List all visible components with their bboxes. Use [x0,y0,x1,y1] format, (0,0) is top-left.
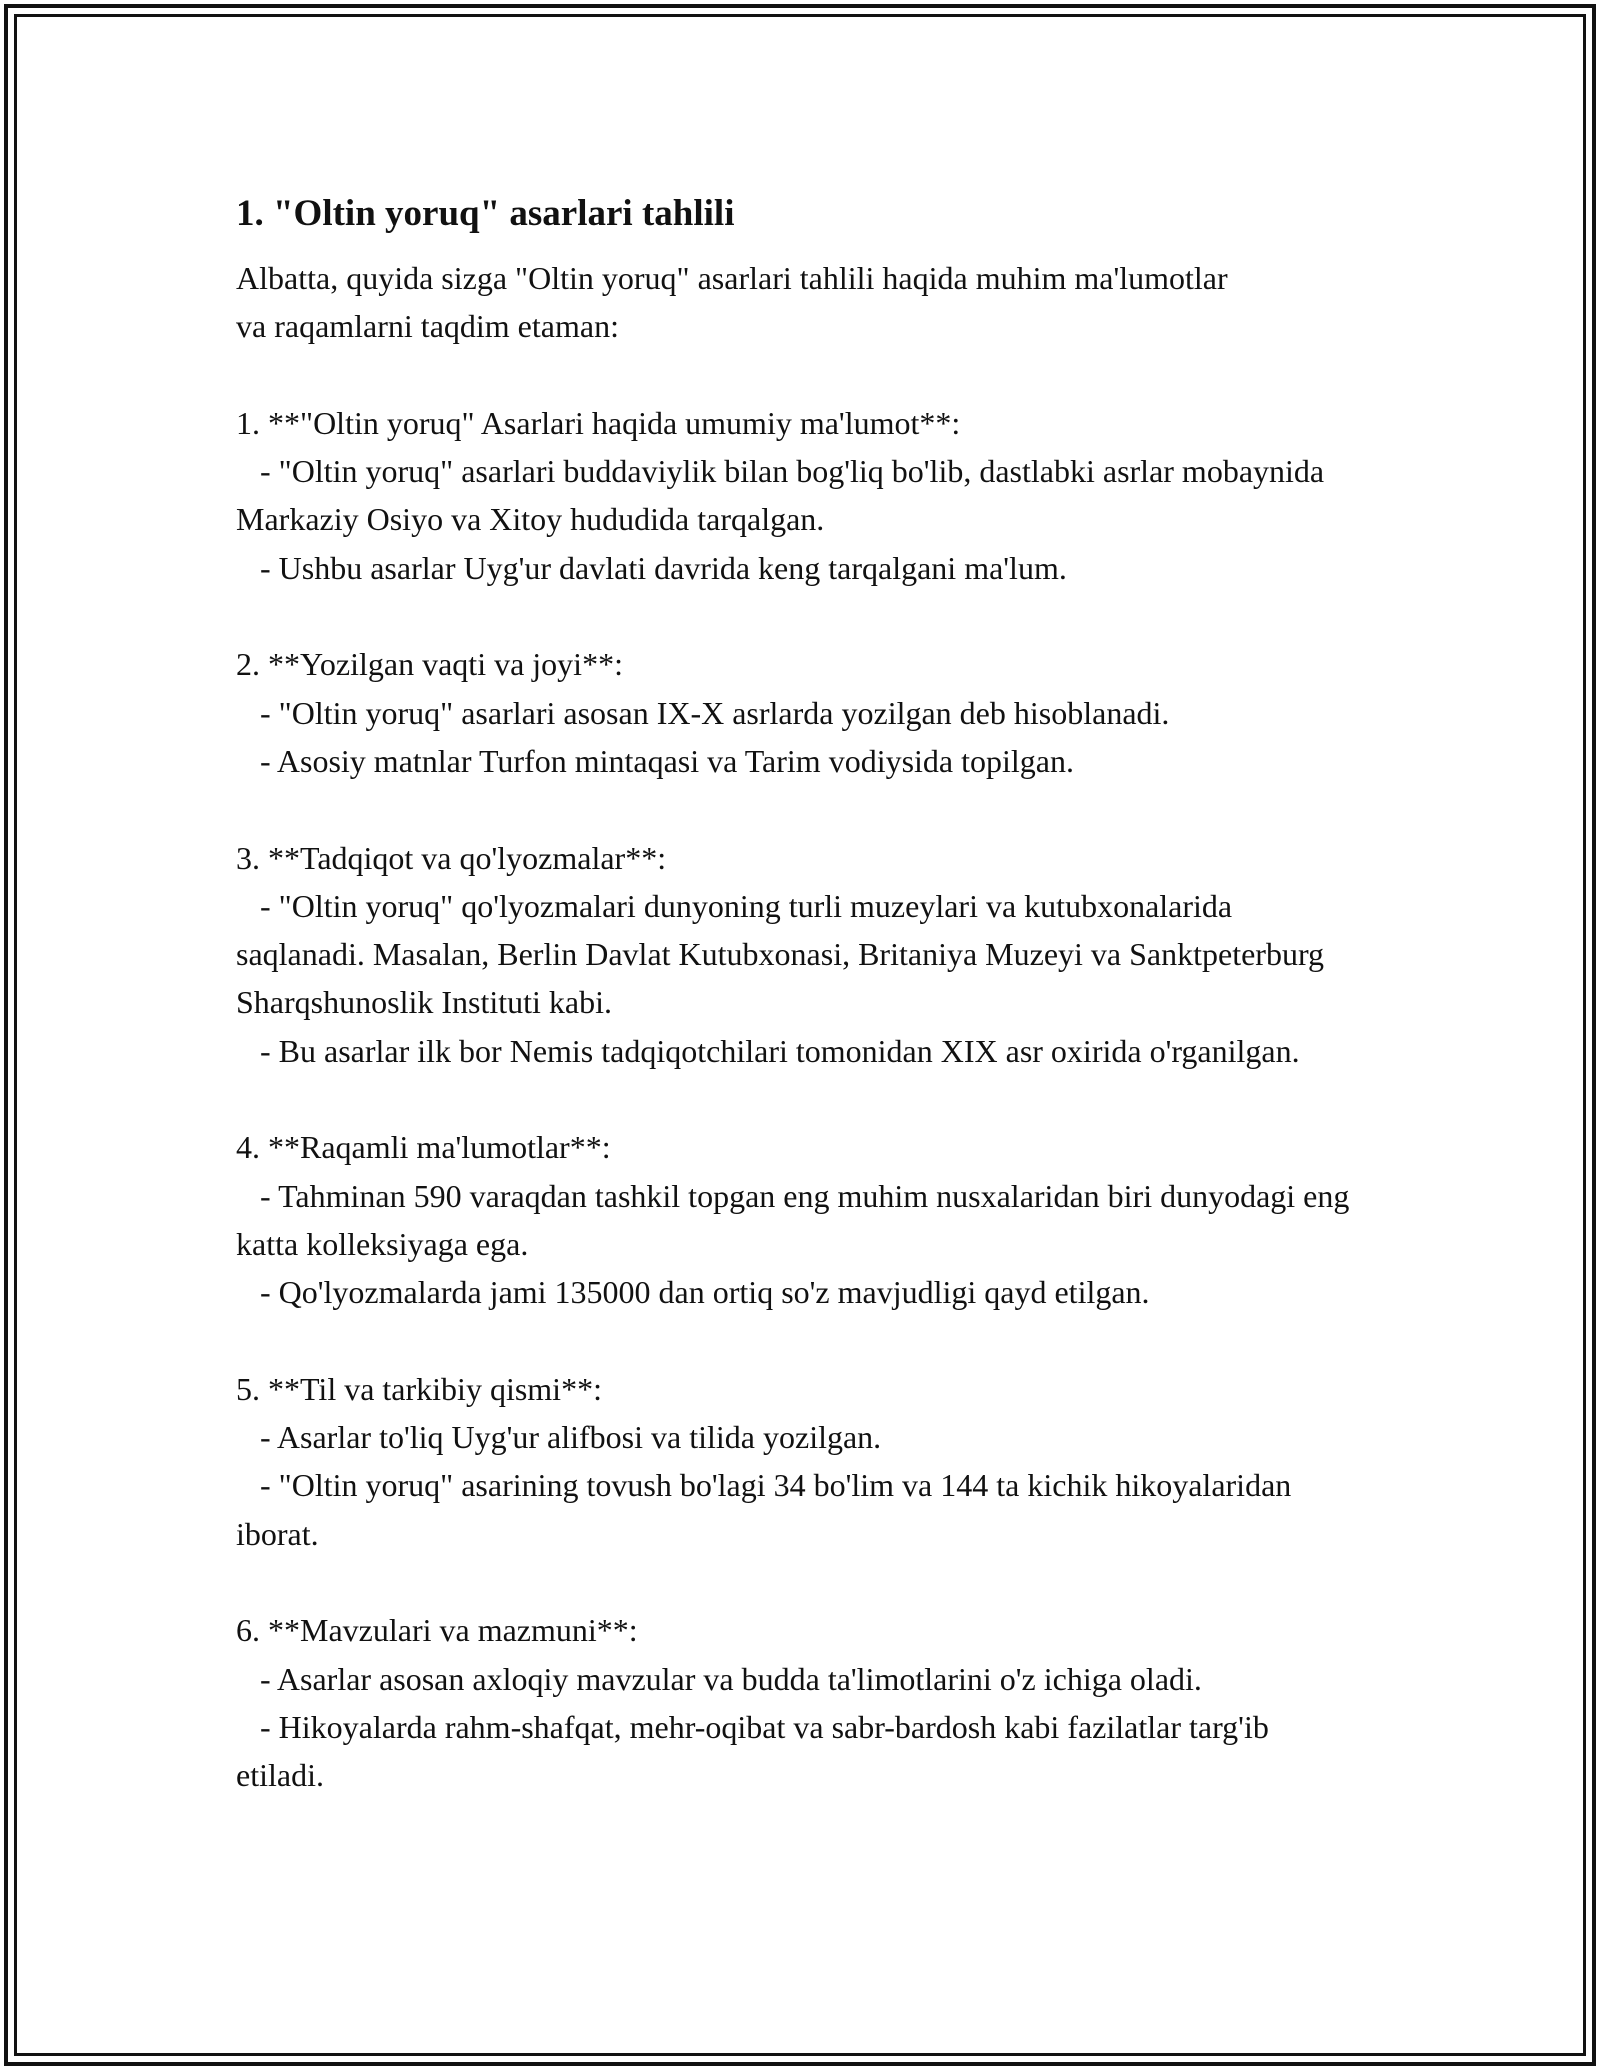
section-heading: 6. **Mavzulari va mazmuni**: [236,1612,638,1649]
section-bullet: - Asarlar asosan axloqiy mavzular va budda ta'limotlarini o'z ichiga oladi. [236,1660,1202,1697]
section-themes-content [236,1606,1356,1799]
section-time-and-place [236,640,1356,785]
intro-paragraph: Albatta, quyida sizga "Oltin yoruq" asarlari tahlili haqida muhim ma'lumotlar va raqamlarni taqdim etaman: [236,260,1228,345]
section-bullet: - Bu asarlar ilk bor Nemis tadqiqotchilari tomonidan XIX asr oxirida o'rganilgan. [236,1032,1300,1069]
section-research-manuscripts [236,834,1356,1075]
section-heading: 5. **Til va tarkibiy qismi**: [236,1370,602,1407]
section-general-info [236,399,1356,592]
section-bullet: - Hikoyalarda rahm-shafqat, mehr-oqibat va sabr-bardosh kabi fazilatlar targ'ib etiladi. [236,1708,1277,1794]
section-bullet: - Asosiy matnlar Turfon mintaqasi va Tarim vodiysida topilgan. [236,742,1074,779]
section-heading: 3. **Tadqiqot va qo'lyozmalar**: [236,839,667,876]
section-bullet: - Qo'lyozmalarda jami 135000 dan ortiq so'z mavjudligi qayd etilgan. [236,1274,1150,1311]
section-heading: 1. **"Oltin yoruq" Asarlari haqida umumiy ma'lumot**: [236,404,961,441]
section-language-structure [236,1365,1356,1558]
section-bullet: - Asarlar to'liq Uyg'ur alifbosi va tilida yozilgan. [236,1419,882,1456]
section-bullet: - "Oltin yoruq" qo'lyozmalari dunyoning turli muzeylari va kutubxonalarida saqlanadi. Masalan, Berlin Davlat Kutubxonasi, Britaniya Muzeyi va Sanktpeterburg Sharqshunoslik Instituti kabi. [236,887,1333,1021]
section-heading: 4. **Raqamli ma'lumotlar**: [236,1129,611,1166]
section-numeric-data [236,1123,1356,1316]
section-bullet: - "Oltin yoruq" asarining tovush bo'lagi 34 bo'lim va 144 ta kichik hikoyalaridan iborat. [236,1467,1300,1552]
section-heading: 2. **Yozilgan vaqti va joyi**: [236,646,623,683]
document-body [236,186,1356,1800]
document-title: 1. "Oltin yoruq" asarlari tahlili [236,193,735,234]
section-bullet: - "Oltin yoruq" asarlari buddaviylik bilan bog'liq bo'lib, dastlabki asrlar mobaynida Markaziy Osiyo va Xitoy hududida tarqalgan. [236,453,1333,538]
section-bullet: - Tahminan 590 varaqdan tashkil topgan eng muhim nusxalaridan biri dunyodagi eng katta kolleksiyaga ega. [236,1177,1358,1262]
section-bullet: - "Oltin yoruq" asarlari asosan IX-X asrlarda yozilgan deb hisoblanadi. [236,694,1170,731]
section-bullet: - Ushbu asarlar Uyg'ur davlati davrida keng tarqalgani ma'lum. [236,549,1067,586]
